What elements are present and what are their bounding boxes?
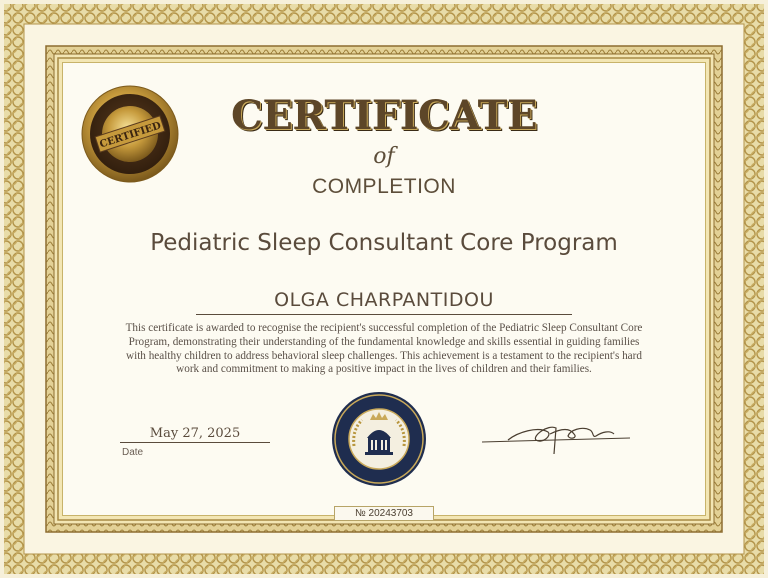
date-value: May 27, 2025 — [149, 426, 241, 441]
recipient-name: OLGA CHARPANTIDOU — [274, 289, 494, 311]
certificate-completion: COMPLETION — [312, 175, 456, 198]
date-line — [120, 442, 270, 443]
serial-number: № 20243703 — [334, 506, 434, 521]
signature-graphic — [478, 414, 638, 458]
program-name: Pediatric Sleep Consultant Core Program — [150, 230, 618, 256]
svg-text:CERTIFIED: CERTIFIED — [98, 120, 163, 151]
certificate-title: CERTIFICATE — [231, 92, 537, 139]
recipient-underline — [196, 314, 572, 315]
date-label: Date — [122, 447, 144, 458]
certificate-description: This certificate is awarded to recognise the recipient's successful completion of the Pediatric Sleep Consultant Core Program, demonstrating their understanding of the fundamental knowledge and skills essential in guiding families with healthy children to address behavioral sleep challenges. This achievement is a testament to the recipient's hard work and commitment to making a positive impact in the lives of children and their families. — [125, 322, 643, 376]
certificate-of: of — [373, 144, 395, 169]
institute-emblem-icon — [330, 390, 428, 488]
